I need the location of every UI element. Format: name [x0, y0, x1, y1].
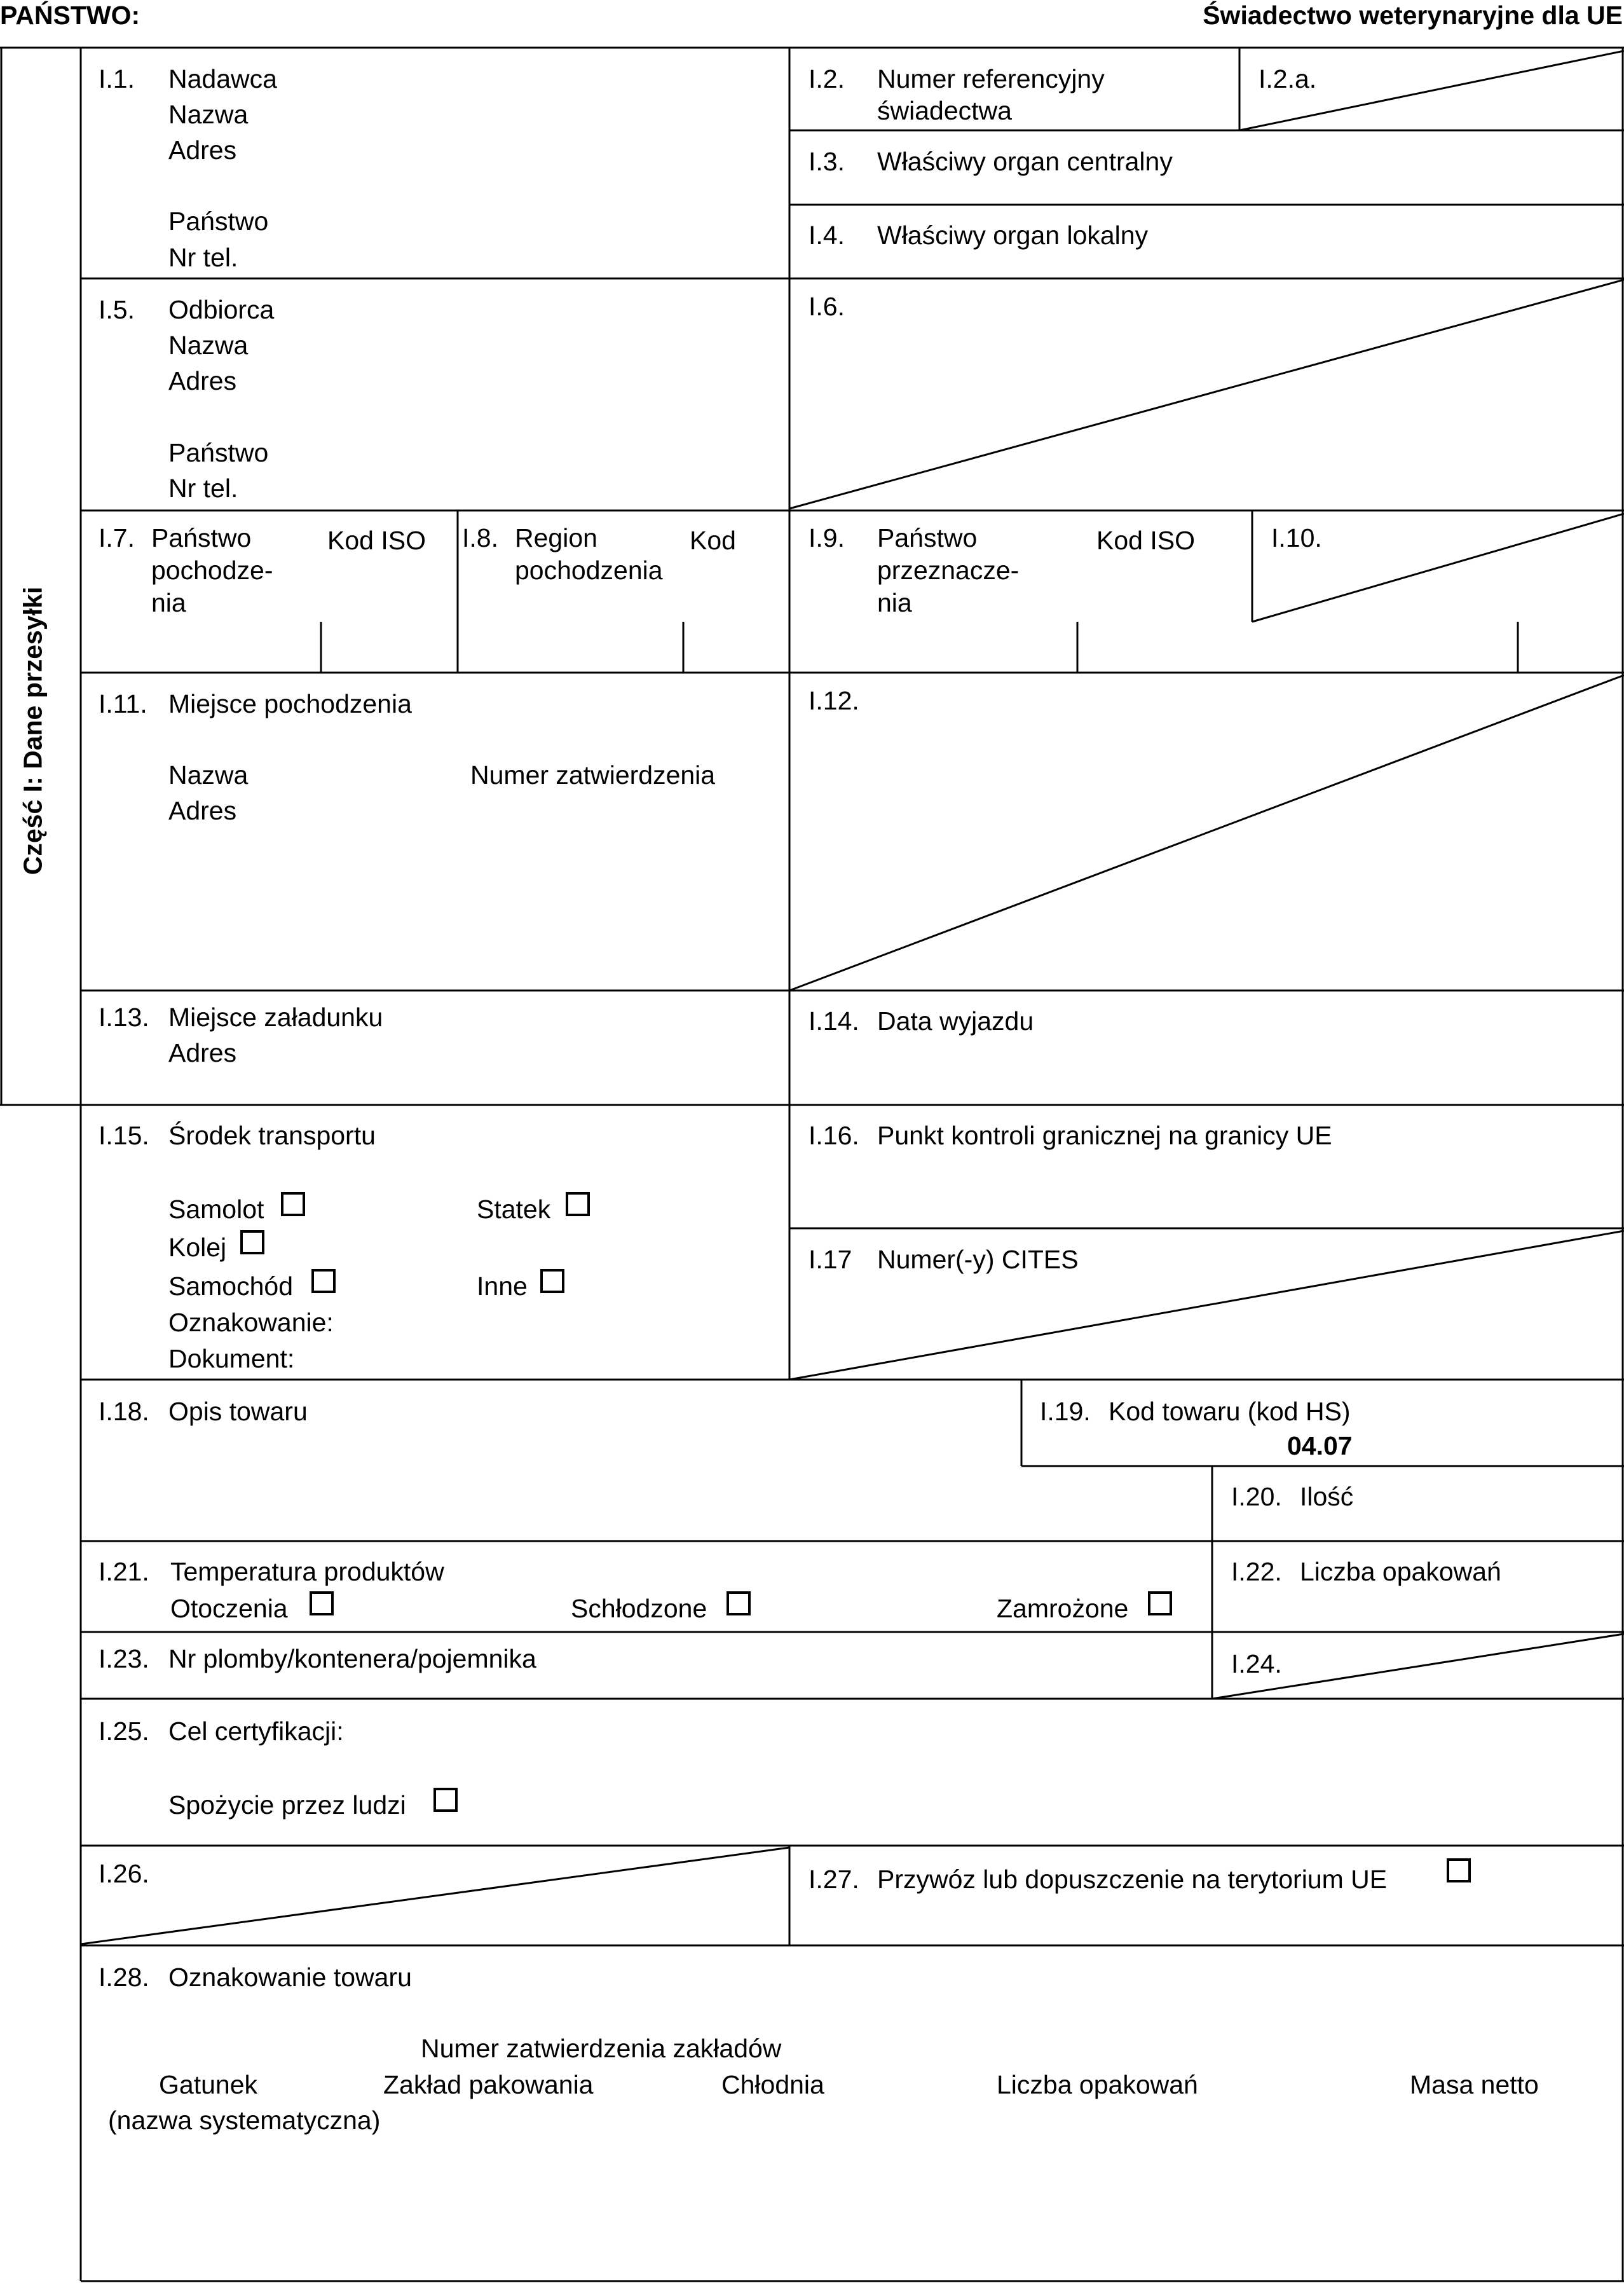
box-title: Miejsce pochodzenia	[168, 689, 412, 718]
checkbox-road[interactable]	[311, 1269, 336, 1293]
checkbox-other[interactable]	[540, 1269, 564, 1293]
box-title: Cel certyfikacji:	[168, 1717, 344, 1746]
box-number: I.22.	[1231, 1557, 1282, 1586]
checkbox-chilled[interactable]	[727, 1591, 751, 1615]
field-label-name: Nazwa	[168, 331, 249, 360]
side-label: Część I: Dane przesyłki	[18, 586, 48, 875]
box-number: I.19.	[1040, 1397, 1091, 1426]
box-title: Środek transportu	[168, 1121, 376, 1150]
box-title: Nr plomby/kontenera/pojemnika	[168, 1644, 536, 1673]
column-header-species-sub: (nazwa systematyczna)	[108, 2106, 381, 2135]
box-number: I.1.	[99, 64, 135, 93]
box-number: I.27.	[809, 1865, 859, 1894]
box-title-line2: świadectwa	[877, 96, 1012, 125]
box-number: I.2.	[809, 64, 845, 93]
box-number: I.11.	[99, 689, 147, 718]
box-title: Data wyjazdu	[877, 1006, 1034, 1036]
box-number: I.10.	[1271, 523, 1322, 552]
box-title: Nadawca	[168, 64, 277, 93]
column-header-cold-store: Chłodnia	[721, 2070, 824, 2099]
checkbox-rail[interactable]	[240, 1230, 264, 1254]
box-title: Przywóz lub dopuszczenie na terytorium UE	[877, 1865, 1388, 1894]
checkbox-plane[interactable]	[281, 1192, 305, 1216]
box-number: I.24.	[1231, 1649, 1282, 1678]
column-header-net-weight: Masa netto	[1410, 2070, 1539, 2099]
box-title: Liczba opakowań	[1300, 1557, 1501, 1586]
box-number: I.23.	[99, 1644, 149, 1673]
box-number: I.13.	[99, 1003, 149, 1032]
box-title: Opis towaru	[168, 1397, 308, 1426]
box-number: I.8.	[462, 523, 498, 552]
code-label: Kod	[690, 526, 736, 555]
box-number: I.9.	[809, 523, 845, 552]
commodity-code-value: 04.07	[1287, 1431, 1353, 1460]
box-title: Numer(-y) CITES	[877, 1245, 1079, 1274]
checkbox-import-admission[interactable]	[1447, 1858, 1471, 1882]
option-label-rail: Kolej	[168, 1233, 227, 1262]
option-label-frozen: Zamrożone	[997, 1594, 1129, 1623]
box-title-line1: Państwo	[151, 523, 252, 552]
box-number: I.14.	[809, 1006, 859, 1036]
option-label-plane: Samolot	[168, 1195, 264, 1224]
iso-code-label: Kod ISO	[1096, 526, 1195, 555]
field-label-address: Adres	[168, 796, 237, 825]
field-label-phone: Nr tel.	[168, 474, 238, 503]
box-number: I.6.	[809, 292, 845, 321]
option-label-ambient: Otoczenia	[170, 1594, 288, 1623]
box-number: I.25.	[99, 1717, 149, 1746]
field-label-name: Nazwa	[168, 760, 249, 790]
certificate-title: Świadectwo weterynaryjne dla UE	[1203, 1, 1623, 30]
option-label-other: Inne	[477, 1272, 528, 1301]
box-title: Oznakowanie towaru	[168, 1963, 412, 1992]
box-number: I.26.	[99, 1859, 149, 1888]
box-title: Właściwy organ lokalny	[877, 221, 1149, 250]
box-number: I.5.	[99, 295, 135, 324]
box-title-line2: pochodzenia	[515, 556, 663, 585]
column-header-species: Gatunek	[159, 2070, 257, 2099]
box-title-line1: Numer referencyjny	[877, 64, 1105, 93]
box-title-line3: nia	[151, 588, 186, 617]
field-label-document: Dokument:	[168, 1344, 295, 1373]
box-title-line1: Państwo	[877, 523, 978, 552]
box-title: Punkt kontroli granicznej na granicy UE	[877, 1121, 1332, 1150]
box-number: I.12.	[809, 686, 859, 715]
box-title-line3: nia	[877, 588, 912, 617]
box-title-line2: pochodze-	[151, 556, 273, 585]
box-number: I.2.a.	[1259, 64, 1317, 93]
approval-numbers-header: Numer zatwierdzenia zakładów	[421, 2034, 782, 2063]
field-label-marking: Oznakowanie:	[168, 1308, 334, 1337]
checkbox-human-consumption[interactable]	[433, 1788, 458, 1812]
box-number: I.15.	[99, 1121, 149, 1150]
option-label-human-consumption: Spożycie przez ludzi	[168, 1790, 406, 1820]
box-number: I.18.	[99, 1397, 149, 1426]
field-label-phone: Nr tel.	[168, 243, 238, 272]
column-header-packing-plant: Zakład pakowania	[383, 2070, 594, 2099]
checkbox-frozen[interactable]	[1148, 1591, 1172, 1615]
column-header-number-of-packages: Liczba opakowań	[997, 2070, 1198, 2099]
box-number: I.21.	[99, 1557, 149, 1586]
option-label-ship: Statek	[477, 1195, 551, 1224]
box-title-line1: Region	[515, 523, 597, 552]
field-label-address: Adres	[168, 1038, 237, 1067]
field-label-approval-number: Numer zatwierdzenia	[470, 760, 716, 790]
field-label-address: Adres	[168, 135, 237, 165]
field-label-address: Adres	[168, 366, 237, 395]
box-title: Ilość	[1300, 1482, 1354, 1511]
field-label-country: Państwo	[168, 207, 269, 236]
box-number: I.20.	[1231, 1482, 1282, 1511]
box-number: I.7.	[99, 523, 135, 552]
box-title-line2: przeznacze-	[877, 556, 1020, 585]
box-number: I.4.	[809, 221, 845, 250]
box-title: Miejsce załadunku	[168, 1003, 383, 1032]
box-title: Odbiorca	[168, 295, 275, 324]
checkbox-ship[interactable]	[566, 1192, 590, 1216]
field-label-country: Państwo	[168, 438, 269, 467]
country-label: PAŃSTWO:	[0, 1, 140, 30]
box-title: Właściwy organ centralny	[877, 147, 1173, 176]
box-number: I.17	[809, 1245, 852, 1274]
box-number: I.28.	[99, 1963, 149, 1992]
box-number: I.16.	[809, 1121, 859, 1150]
box-title: Kod towaru (kod HS)	[1109, 1397, 1351, 1426]
checkbox-ambient[interactable]	[310, 1591, 334, 1615]
box-title: Temperatura produktów	[170, 1557, 444, 1586]
option-label-road: Samochód	[168, 1272, 294, 1301]
field-label-name: Nazwa	[168, 100, 249, 129]
option-label-chilled: Schłodzone	[571, 1594, 707, 1623]
box-number: I.3.	[809, 147, 845, 176]
iso-code-label: Kod ISO	[327, 526, 426, 555]
